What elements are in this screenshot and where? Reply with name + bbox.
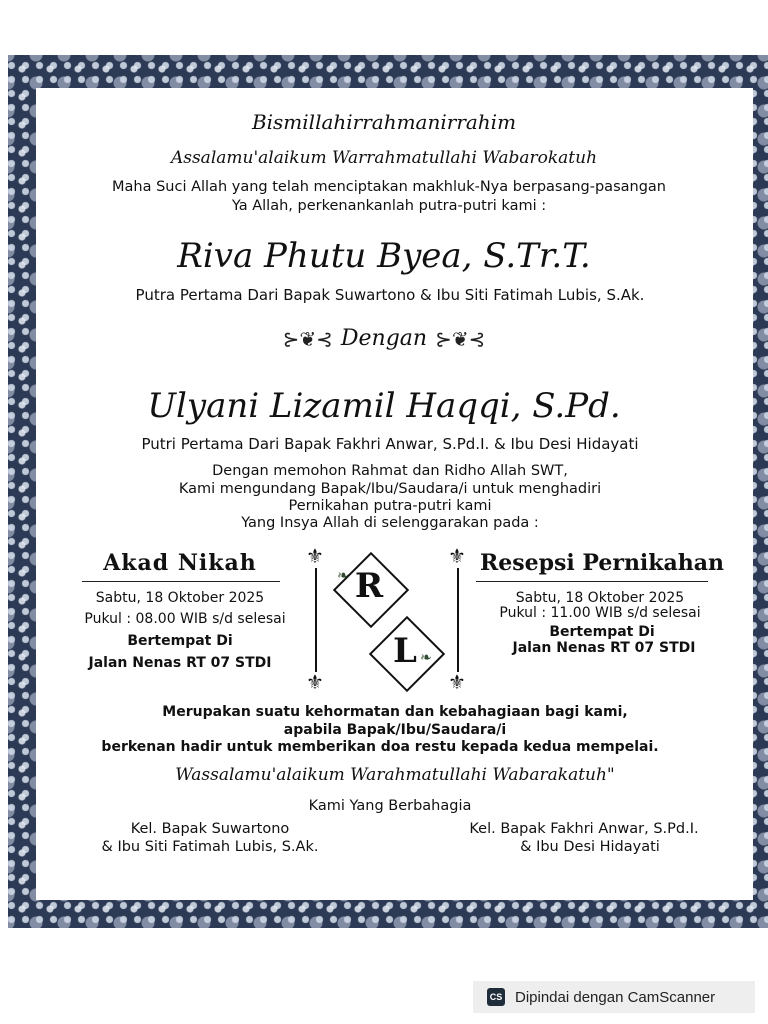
camscanner-logo-icon: CS (487, 988, 505, 1006)
monogram-letter-top: R (354, 566, 384, 606)
camscanner-watermark (473, 981, 755, 1013)
dengan-divider (0, 326, 768, 351)
invite-line-3: Pernikahan putra-putri kami (288, 498, 492, 514)
leaf-sprig-icon: ❧ (337, 568, 349, 584)
resepsi-date: Sabtu, 18 Oktober 2025 (515, 590, 685, 606)
akad-time: Pukul : 08.00 WIB s/d selesai (84, 611, 286, 627)
vertical-rule-left (315, 568, 317, 672)
family-bride-line-2: & Ibu Desi Hidayati (520, 839, 660, 855)
bride-name: Ulyani Lizamil Haqqi, S.Pd. (147, 386, 621, 426)
invite-line-2: Kami mengundang Bapak/Ibu/Saudara/i untuk menghadiri (178, 481, 602, 497)
family-bride-line-1: Kel. Bapak Fakhri Anwar, S.Pd.I. (469, 821, 699, 837)
flourish-right-icon: ⊱❦⊰ (435, 326, 486, 351)
resepsi-venue-label: Bertempat Di (549, 624, 655, 640)
fleur-bottom-left-icon: ⚜ (306, 670, 324, 694)
akad-title: Akad Nikah (103, 550, 257, 576)
monogram-letter-bottom: L (393, 631, 417, 671)
fleur-bottom-right-icon: ⚜ (448, 670, 466, 694)
flourish-left-icon: ⊱❦⊰ (282, 326, 333, 351)
resepsi-time: Pukul : 11.00 WIB s/d selesai (499, 605, 701, 621)
groom-parents: Putra Pertama Dari Bapak Suwartono & Ibu Siti Fatimah Lubis, S.Ak. (135, 286, 645, 304)
fleur-top-right-icon: ⚜ (448, 544, 466, 568)
akad-date: Sabtu, 18 Oktober 2025 (95, 590, 265, 606)
opening-greeting: Assalamu'alaikum Warrahmatullahi Wabarokatuh (170, 148, 598, 168)
resepsi-divider (476, 581, 708, 582)
groom-name: Riva Phutu Byea, S.Tr.T. (177, 236, 591, 276)
closing-line-3: berkenan hadir untuk memberikan doa restu kepada kedua mempelai. (101, 739, 659, 755)
closing-greeting: Wassalamu'alaikum Warahmatullahi Wabarakatuh" (175, 765, 615, 785)
family-groom-line-1: Kel. Bapak Suwartono (130, 821, 290, 837)
bismillah-heading: Bismillahirrahmanirrahim (251, 110, 517, 134)
family-groom-line-2: & Ibu Siti Fatimah Lubis, S.Ak. (101, 839, 319, 855)
bride-parents: Putri Pertama Dari Bapak Fakhri Anwar, S.Pd.I. & Ibu Desi Hidayati (141, 435, 639, 453)
fleur-top-left-icon: ⚜ (306, 544, 324, 568)
vertical-rule-right (457, 568, 459, 672)
leaf-sprig-icon: ❧ (420, 650, 432, 666)
dengan-label: Dengan (340, 326, 428, 351)
closing-line-2: apabila Bapak/Ibu/Saudara/i (283, 722, 507, 738)
akad-venue-label: Bertempat Di (127, 633, 233, 649)
intro-line-1: Maha Suci Allah yang telah menciptakan makhluk-Nya berpasang-pasangan (112, 179, 666, 195)
camscanner-label: Dipindai dengan CamScanner (515, 988, 716, 1006)
resepsi-venue: Jalan Nenas RT 07 STDI (512, 640, 696, 656)
resepsi-title: Resepsi Pernikahan (479, 550, 725, 576)
akad-divider (82, 581, 280, 582)
closing-line-1: Merupakan suatu kehormatan dan kebahagiaan bagi kami, (162, 704, 628, 720)
akad-venue: Jalan Nenas RT 07 STDI (88, 655, 272, 671)
intro-line-2: Ya Allah, perkenankanlah putra-putri kami : (231, 198, 547, 214)
invite-line-4: Yang Insya Allah di selenggarakan pada : (241, 515, 539, 531)
invite-line-1: Dengan memohon Rahmat dan Ridho Allah SWT, (212, 463, 568, 479)
signoff: Kami Yang Berbahagia (308, 798, 472, 814)
